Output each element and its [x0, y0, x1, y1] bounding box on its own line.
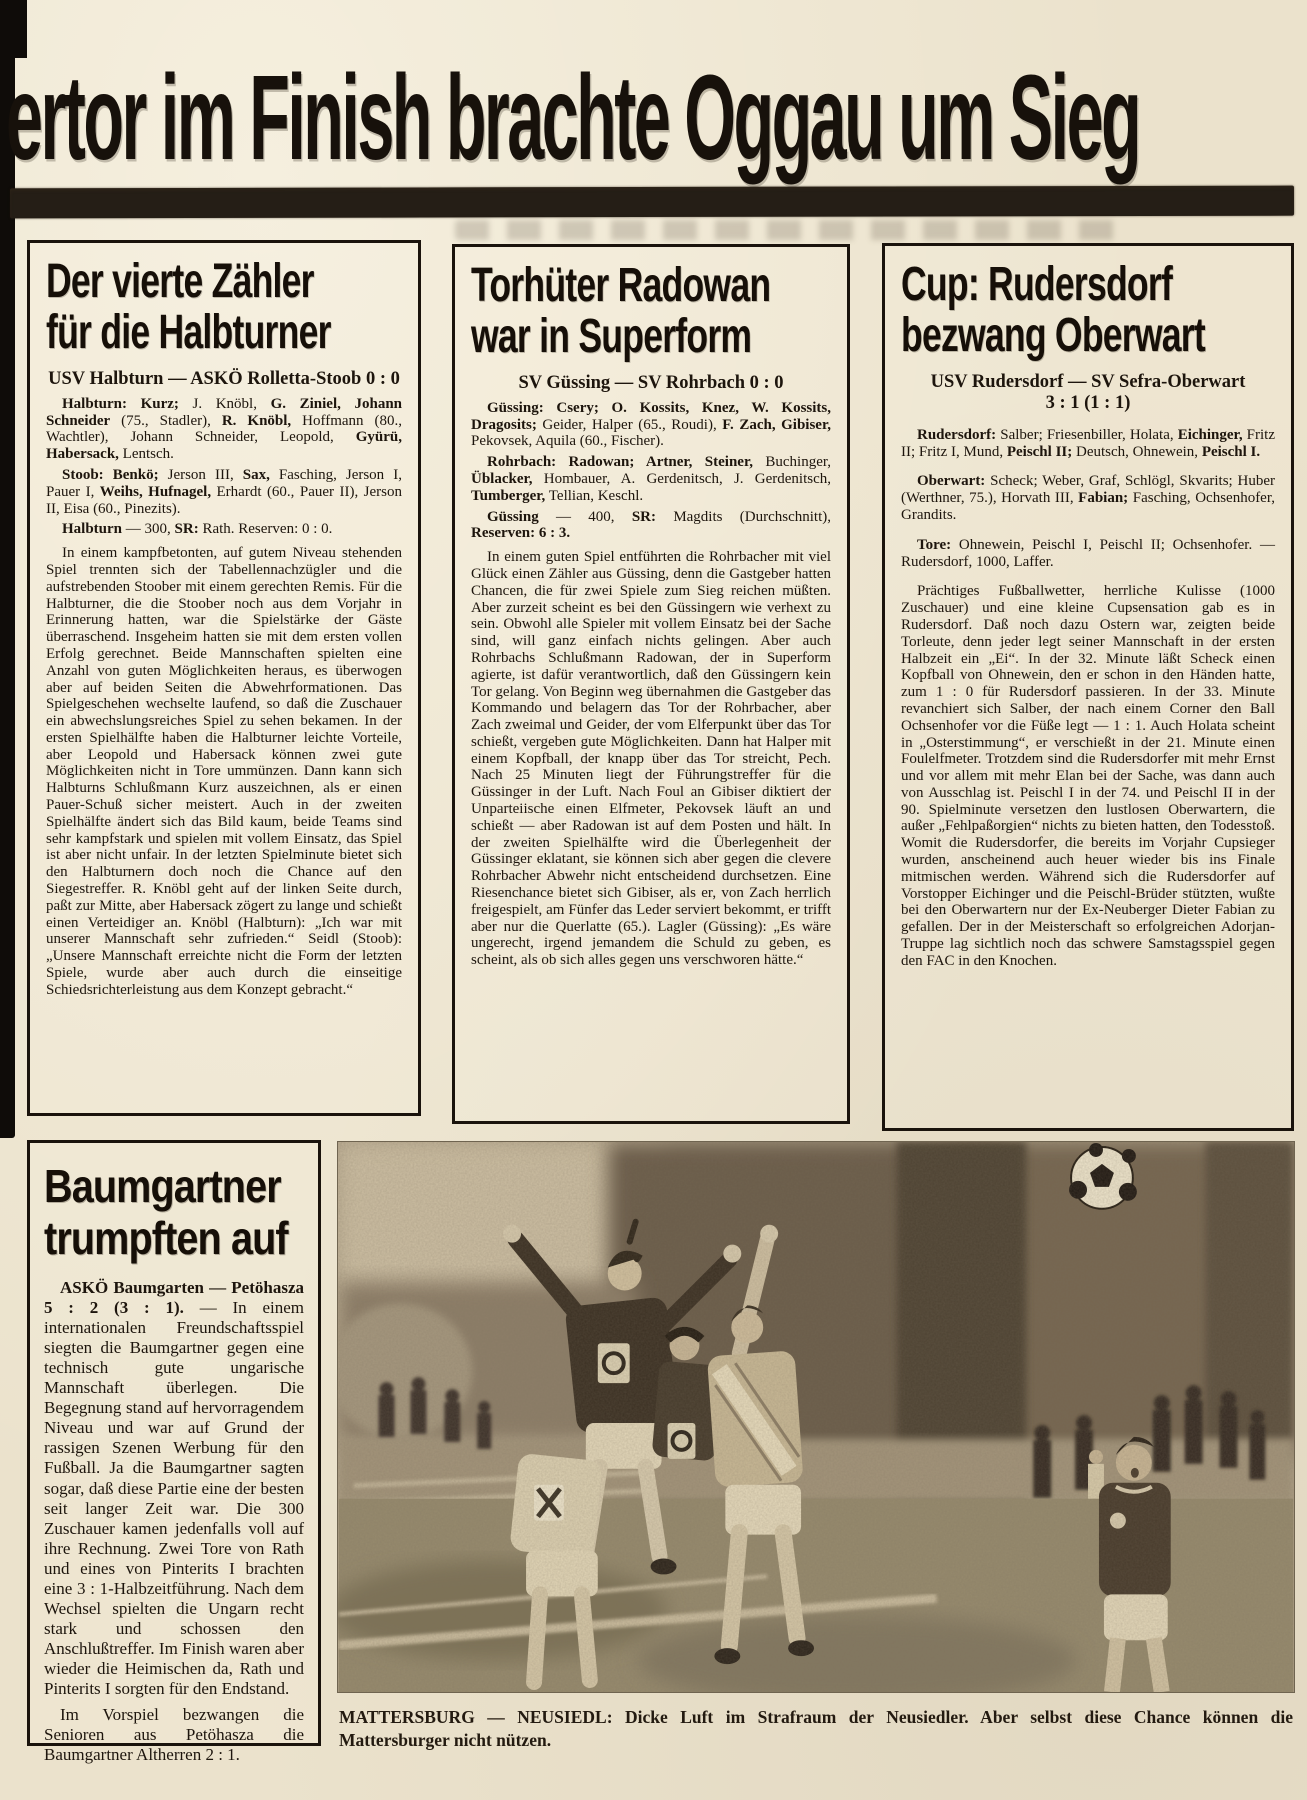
article-guessing-stats: Güssing — 400, SR: Magdits (Durchschnitt), Reserven: 6 : 3.: [471, 508, 831, 542]
photo-caption: MATTERSBURG — NEUSIEDL: Dicke Luft im Strafraum der Neusiedler. Aber selbst diese Chance können die Mattersburger nicht nützen.: [339, 1707, 1293, 1751]
article-guessing-match-result: SV Güssing — SV Rohrbach 0 : 0: [518, 372, 784, 393]
article-baumgarten-title-line1: Baumgartner: [44, 1160, 281, 1212]
halftone-grain: [339, 1142, 1294, 1692]
match-photo-illustration: [338, 1142, 1294, 1692]
article-halbturn: [27, 240, 421, 1116]
ghost-print-smudge: [455, 220, 1115, 240]
article-baumgarten: [27, 1140, 321, 1765]
article-rudersdorf-lineup-away: Oberwart: Scheck; Weber, Graf, Schlögl, Skvarits; Huber (Werthner, 75.), Horvath III, Fabian; Fasching, Ochsenhofer, Grandits.: [901, 473, 1275, 523]
article-guessing-body: In einem guten Spiel entführten die Rohrbacher mit viel Glück einen Zähler aus Güssing, denn die Gastgeber hatten Chancen, die für zwei Spiele zum Sieg reichen müßten. Aber zurzeit scheint es bei den Güssingern wie verhext zu sein. Obwohl alle Spieler mit vollem Einsatz bei der Sache sind, will ganz einfach nichts gelingen. Aber auch Rohrbachs Schlußmann Radowan, der in Superform agierte, ist dafür verantwortlich, daß den Güssingern kein Tor gelang. Von Beginn weg übernahmen die Gastgeber das Kommando und belagern das Tor der Rohrbacher, aber Zach zweimal und Geider, der vom Elferpunkt über das Tor schießt, vergeben gute Möglichkeiten. Dann hat Halper mit einem Kopfball, der knapp über das Tor streicht, Pech. Nach 25 Minuten liegt der Führungstreffer für die Güssinger in der Luft. Nach Foul an Gibiser diktiert der Unparteiische einen Elfmeter, Pekovsek läuft an und schießt — aber Radowan ist auf dem Posten und hält. In der zweiten Spielhälfte wird die Überlegenheit der Güssinger eklatant, sie können sich aber gegen die clevere Rohrbacher Abwehr nicht entscheidend durchsetzen. Eine Riesenchance bietet sich Gibiser, als er, von Zach herrlich freigespielt, am Fünfer das Leder serviert bekommt, er trifft aber nur die Querlatte (65.). Lagler (Güssing): „Es wäre ungerecht, irgend jemandem die Schuld zu geben, es scheint, als ob sich alles gegen uns verschworen hätte.“: [471, 549, 831, 969]
article-halbturn-body: In einem kampfbetonten, auf gutem Niveau stehenden Spiel trennten sich der Tabellennachzügler und die aufstrebenden Stoober mit einem gerechten Remis. Für die Halbturner, die die Stoober noch aus dem Vorjahr in Erinnerung hatten, war die Spielstärke der Gäste überraschend. Insgeheim hatten sie mit dem ersten vollen Erfolg gerechnet. Beide Mannschaften spielten eine Anzahl von guten Möglichkeiten heraus, es überwogen aber auf beiden Seiten die Abwehrformationen. Das Spielgeschehen wechselte laufend, so daß die Zuschauer ein abwechslungsreiches Spiel zu sehen bekamen. In der ersten Spielhälfte haben die Halbturner leichte Vorteile, aber Leopold und Habersack können zwei gute Möglichkeiten nicht in Tore ummünzen. Dann kann sich Halbturns Schlußmann Kurz auszeichnen, als er einen Pauer-Schuß sicher meistert. Auch in der zweiten Spielhälfte ändert sich das Bild kaum, beide Teams sind sehr kampfstark und spielen mit vollem Einsatz, das Spiel ist aber nicht unfair. In der letzten Spielminute bietet sich den Halbturnern doch noch die Chance auf den Siegestreffer. R. Knöbl geht auf der linken Seite durch, paßt zur Mitte, aber Habersack zögert zu lange und schießt einen Verteidiger an. Knöbl (Halbturn): „Ich war mit unserer Mannschaft sehr zufrieden.“ Seidl (Stoob): „Unsere Mannschaft erreichte nicht die Form der letzten Spiele, wurde aber auch durch die einseitige Schiedsrichterleistung aus dem Konzept gebracht.“: [46, 545, 402, 998]
article-guessing-title: [471, 261, 831, 363]
article-rudersdorf-title: [901, 260, 1275, 362]
article-rudersdorf-title-line2: bezwang Oberwart: [901, 308, 1205, 362]
article-rudersdorf-lineup-home: Rudersdorf: Salber; Friesenbiller, Holata, Eichinger, Fritz II; Fritz I, Mund, Peischl II; Deutsch, Ohnewein, Peischl I.: [901, 426, 1275, 460]
article-halbturn-title: [46, 257, 402, 359]
article-halbturn-lineup-away: Stoob: Benkö; Jerson III, Sax, Fasching, Jerson I, Pauer I, Weihs, Hufnagel, Erhardt (60., Pauer II), Jerson II, Eisa (60., Pinezits).: [46, 466, 402, 517]
article-guessing-title-line2: war in Superform: [471, 309, 752, 363]
article-rudersdorf-match-teams: USV Rudersdorf — SV Sefra-Oberwart: [930, 371, 1246, 392]
article-halbturn-stats: Halbturn — 300, SR: Rath. Reserven: 0 : 0.: [62, 521, 333, 538]
article-baumgarten-title: [44, 1161, 304, 1264]
article-baumgarten-footer: Im Vorspiel bezwangen die Senioren aus Petöhasza die Baumgartner Altherren 2 : 1.: [44, 1705, 304, 1765]
article-rudersdorf-title-line1: Cup: Rudersdorf: [901, 258, 1173, 311]
article-halbturn-title-line2: für die Halbturner: [46, 305, 331, 359]
article-halbturn-match-result: USV Halbturn — ASKÖ Rolletta-Stoob 0 : 0: [48, 368, 400, 389]
match-photo: [337, 1141, 1295, 1693]
article-guessing: [452, 244, 850, 1124]
article-baumgarten-body: ASKÖ Baumgarten — Petöhasza 5 : 2 (3 : 1). — In einem internationalen Freundschaftsspiel siegten die Baumgartner gegen eine technisch gute ungarische Mannschaft überlegen. Die Begegnung stand auf hervorragendem Niveau und war auf Grund der rassigen Szenen Werbung für den Fußball. Ja die Baumgartner sagten sogar, daß diese Partie eine der besten seit langer Zeit war. Die 300 Zuschauer kamen jedenfalls voll auf ihre Rechnung. Zwei Tore von Rath und eines von Pinterits I brachten eine 3 : 1-Halbzeitführung. Nach dem Wechsel spielten die Ungarn recht stark und schossen den Anschlußtreffer. Im Finish waren aber wieder die Heimischen da, Rath und Pinterits I sorgten für den Endstand.: [44, 1278, 304, 1698]
article-rudersdorf-body: Prächtiges Fußballwetter, herrliche Kulisse (1000 Zuschauer) und eine kleine Cupsensation gab es in Rudersdorf. Daß noch dazu Ostern war, zeigten beide Torleute, denn jeder legt seiner Mannschaft in der ersten Halbzeit ein „Ei“. In der 32. Minute läßt Scheck einen Kopfball von Ohnewein, den er schon in den Händen hatte, zum 1 : 0 für Rudersdorf passieren. In der 33. Minute revanchiert sich Salber, der nach einem Corner den Ball Ochsenhofer vor die Füße legt — 1 : 1. Auch Holata scheint in „Osterstimmung“, er verschießt in der 21. Minute einen Foulelfmeter. Trotzdem sind die Rudersdorfer mit mehr Ernst und vor allem mit mehr Elan bei der Sache, was dann auch von Ausschlag ist. Peischl I in der 74. und Peischl II in der 90. Spielminute versetzen den lustlosen Oberwartern, die außer „Fehlpaßorgien“ nichts zu bieten hatten, den Todesstoß. Womit die Rudersdorfer, die bereits im Vorjahr Cupsieger wurden, anscheinend auch heuer wieder bis ins Finale mitmischen werden. Während sich die Rudersdorfer auf Vorstopper Eichinger und die Peischl-Brüder stützten, wußte bei den Oberwartern nur der Ex-Neuberger Dieter Fabian zu gefallen. Der in der Meisterschaft so erfolgreichen Adorjan-Truppe lag sichtlich noch das schwere Samstagsspiel gegen den FAC in den Knochen.: [901, 583, 1275, 969]
headline-rule: [10, 186, 1294, 219]
article-baumgarten-title-line2: trumpften auf: [44, 1211, 288, 1264]
main-headline: ertor im Finish brachte Oggau um Sieg: [6, 51, 1140, 186]
article-guessing-title-line1: Torhüter Radowan: [471, 259, 771, 312]
article-guessing-lineup-home: Güssing: Csery; O. Kossits, Knez, W. Kossits, Dragosits; Geider, Halper (65., Roudi), F. Zach, Gibiser, Pekovsek, Aquila (60., Fischer).: [471, 399, 832, 450]
article-halbturn-title-line1: Der vierte Zähler: [46, 255, 314, 308]
article-halbturn-lineup-home: Halbturn: Kurz; J. Knöbl, G. Ziniel, Johann Schneider (75., Stadler), R. Knöbl, Hoffmann (80., Wachtler), Johann Schneider, Leopold, Gyürü, Habersack, Lentsch.: [46, 395, 403, 463]
article-rudersdorf-match-score: 3 : 1 (1 : 1): [1045, 392, 1131, 413]
article-rudersdorf-goals: Tore: Ohnewein, Peischl I, Peischl II; Ochsenhofer. — Rudersdorf, 1000, Laffer.: [901, 536, 1275, 570]
article-rudersdorf: [882, 243, 1294, 1131]
article-guessing-lineup-away: Rohrbach: Radowan; Artner, Steiner, Buchinger, Üblacker, Hombauer, A. Gerdenitsch, J. Gerdenitsch, Tumberger, Tellian, Keschl.: [471, 454, 831, 504]
